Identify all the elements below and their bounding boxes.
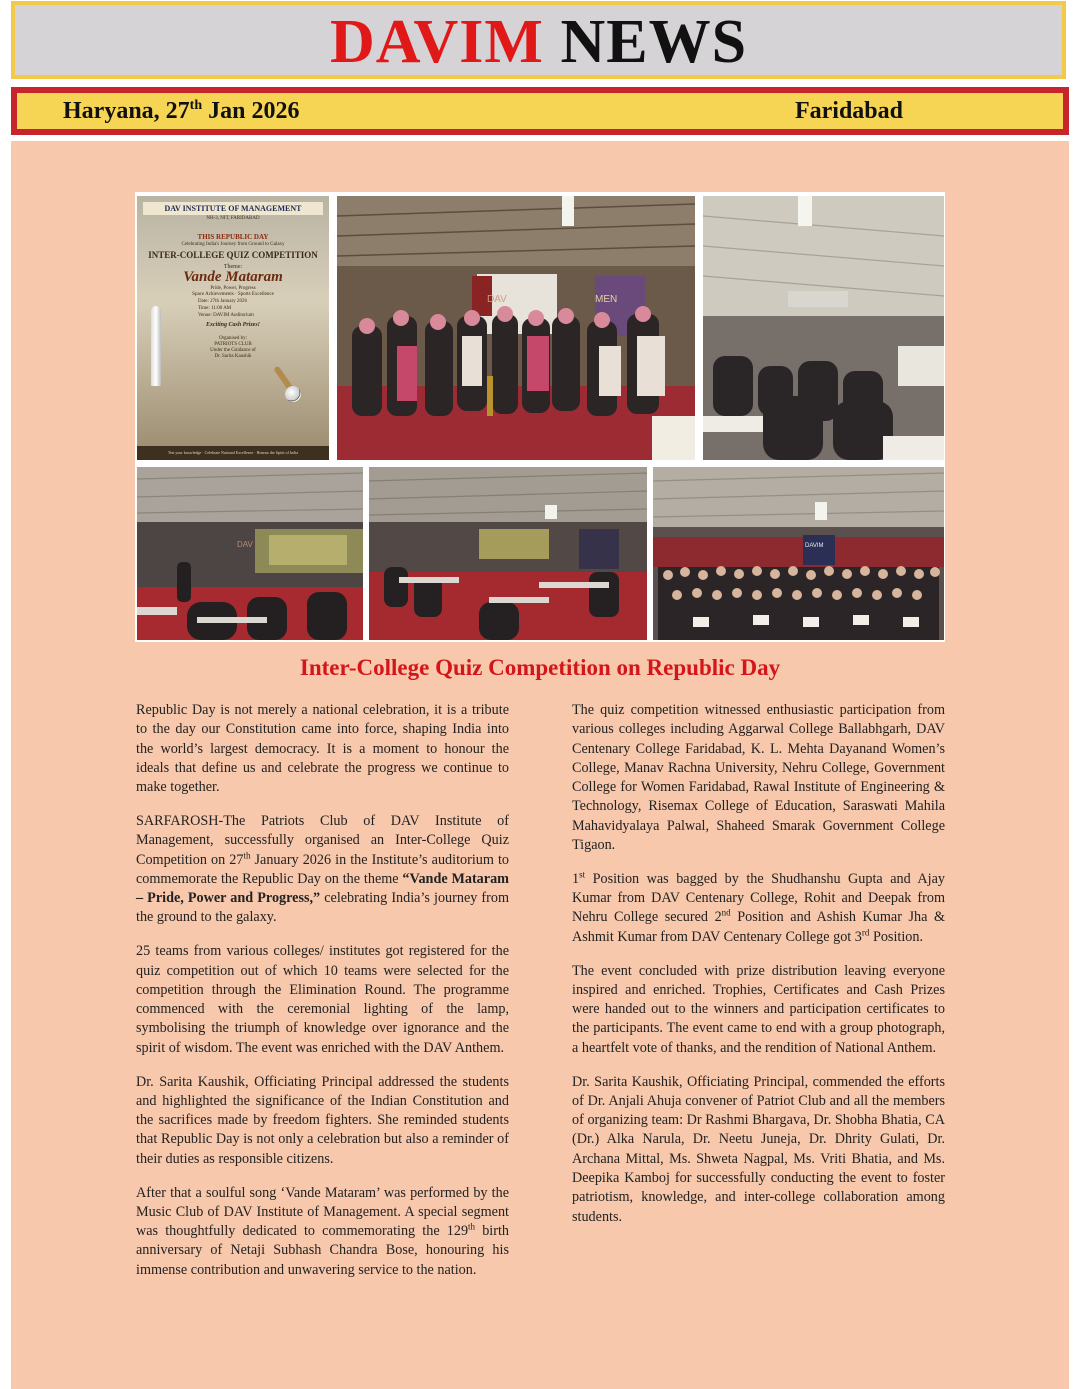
paragraph-principal: Dr. Sarita Kaushik, Officiating Principal addressed the students and highlighted the significance of the Indian Constitution and the sacrifices made by freedom fighters. She reminded students that Republic Day is not only a celebration but also a reminder of their duties as responsible citizens. [136, 1073, 509, 1167]
poster-date: Date: 27th January 2026 [198, 298, 248, 304]
poster-organised-by: Organised by: [218, 335, 248, 341]
poster-address: NH-3, NIT, FARIDABAD [206, 216, 260, 221]
audience-photo [703, 196, 944, 460]
paragraph-teams: 25 teams from various colleges/ institutes got registered for the quiz competition out of which 10 teams were selected for the competition through the Elimination Round. The programme commenced with the ceremonial lighting of the lamp, symbolising the triumph of knowledge over ignorance and the spirit of wisdom. The event was enriched with the DAV Anthem. [136, 943, 509, 1056]
screen-text-men: MEN [595, 294, 618, 305]
article-column-right [572, 701, 945, 1241]
football-icon [285, 386, 301, 402]
poster-time: Time: 11:00 AM [198, 305, 232, 311]
poster-institute: DAV INSTITUTE OF MANAGEMENT [143, 202, 323, 215]
poster-topics: Space Achievements · Sports Excellence [192, 291, 274, 297]
poster-theme: Vande Mataram [183, 268, 283, 285]
quiz-presentation-photo [137, 467, 363, 640]
title-davim: DAVIM [329, 8, 544, 76]
paragraph-winners: 1st Position was bagged by the Shudhanshu Gupta and Ajay Kumar from DAV Centenary College, Rohit and Deepak from Nehru College secured 2nd Position and Ashish Kumar Jha & Ashmit Kumar from DAV Centenary College got 3rd Position. [572, 869, 945, 945]
newspaper-title [329, 8, 748, 76]
title-news: NEWS [560, 8, 748, 76]
event-poster [137, 196, 329, 460]
poster-theme-sub: Pride, Power, Progress [210, 285, 256, 291]
article-column-left [136, 701, 509, 1295]
poster-occasion: THIS REPUBLIC DAY [197, 233, 269, 241]
lamp-lighting-photo [337, 196, 695, 460]
paragraph-intro: Republic Day is not merely a national celebration, it is a tribute to the day our Constitution came into force, shaping India into the world’s largest democracy. It is a moment to honour the ideals that define us and celebrate the progress we continue to make together. [136, 702, 509, 796]
poster-footer: Test your knowledge · Celebrate National Excellence · Honour the Spirit of India [137, 446, 329, 460]
poster-theme-label: Theme: [223, 263, 243, 270]
screen-text-dav: DAV [237, 540, 253, 549]
poster-tagline: Celebrating India's Journey from Ground to Galaxy [181, 242, 285, 247]
poster-venue: Venue: DAVIM Auditorium [198, 312, 254, 318]
poster-prize: Exciting Cash Prizes! [205, 321, 260, 328]
article-headline: Inter-College Quiz Competition on Republic Day [299, 655, 781, 680]
dateline [17, 93, 1063, 129]
quiz-hall-photo [369, 467, 647, 640]
dateline-city: Faridabad [794, 97, 903, 124]
poster-guidance: Under the Guidance of [210, 347, 256, 353]
paragraph-thanks: Dr. Sarita Kaushik, Officiating Principal, commended the efforts of Dr. Anjali Ahuja convener of Patriot Club and all the members of organizing team: Dr Rashmi Bhargava, Dr. Shobha Bhatia, CA (Dr.) Alka Narula, Dr. Neetu Juneja, Dr. Dhrity Gulati, Dr. Archana Mittal, Ms. Shweta Nagpal, Ms. Vriti Bhatia, and Ms. Deepika Kamboj for successfully conducting the event to foster patriotism, knowledge, and inter-college collaboration among students. [572, 1073, 945, 1225]
masthead [11, 1, 1066, 79]
dateline-bar [11, 87, 1069, 135]
poster-event: INTER-COLLEGE QUIZ COMPETITION [148, 250, 318, 260]
screen-text-davim: DAVIM [805, 543, 824, 549]
dateline-date: Haryana, 27th Jan 2026 [63, 97, 300, 124]
paragraph-song: After that a soulful song ‘Vande Mataram’ was performed by the Music Club of DAV Institute of Management. A special segment was thoughtfully dedicated to commemorating the 129th birth anniversary of Netaji Subhash Chandra Bose, honouring his immense contribution and unwavering service to the nation. [136, 1184, 509, 1278]
paragraph-colleges: The quiz competition witnessed enthusiastic participation from various colleges including Aggarwal College Ballabhgarh, DAV Centenary College Faridabad, K. L. Mehta Dayanand Women’s College, Manav Rachna University, Nehru College, Government College for Women Faridabad, Rawal Institute of Engineering & Technology, Risemax College of Education, Saraswati Mahila Mahavidyalaya Palwal, Shaheed Smarak Government College Tigaon. [572, 702, 945, 854]
group-photo [653, 467, 944, 640]
poster-principal: Dr. Sarita Kaushik [214, 353, 252, 359]
event-theme: “Vande Mataram – Pride, Power and Progress,” [136, 870, 509, 907]
poster-club: PATRIOTS CLUB [214, 341, 252, 347]
rocket-icon [151, 306, 161, 386]
paragraph-event: SARFAROSH-The Patriots Club of DAV Institute of Management, successfully organised an Inter-College Quiz Competition on 27th January 2026 in the Institute’s auditorium to commemorate the Republic Day on the theme “Vande Mataram – Pride, Power and Progress,” celebrating India’s journey from the ground to the galaxy. [136, 812, 509, 926]
screen-text-dav: DAV [487, 294, 507, 305]
paragraph-prizes: The event concluded with prize distribution leaving everyone inspired and enriched. Trophies, Certificates and Cash Prizes were handed out to the winners and participation certificates to the participants. The event came to end with a group photograph, a heartfelt vote of thanks, and the rendition of National Anthem. [572, 962, 945, 1056]
